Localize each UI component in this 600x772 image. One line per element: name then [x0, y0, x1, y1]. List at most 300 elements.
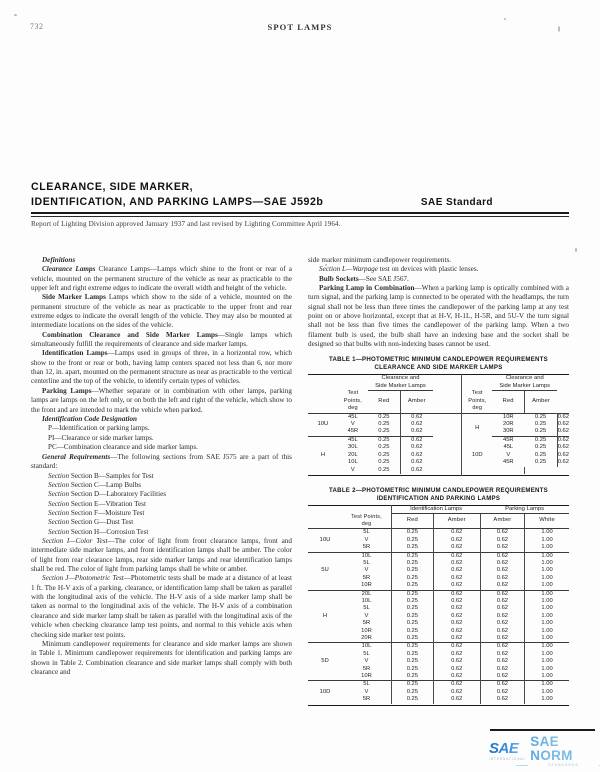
table1-right-pt: 30R — [502, 428, 514, 435]
table1-left-pt: V — [350, 466, 355, 473]
table2-ident-amber: 0.62 — [433, 635, 480, 643]
table1-right-group-2: 10D — [471, 451, 483, 458]
table2-col-parking-amber: Amber — [480, 514, 524, 529]
section-list-item: Section Section D—Laboratory Facilities — [48, 490, 167, 499]
table1-spacer — [308, 375, 338, 391]
table1-left-pt: 45L — [348, 413, 358, 420]
paragraph-combination-lamps-text: —Single lamps which simultaneously fulfill the requirements of clearance and side marker lamps. — [31, 330, 292, 349]
table1-left-pt: 10L — [348, 459, 358, 466]
table2-pt: 5L — [342, 651, 392, 658]
page-folio: 732 — [30, 22, 44, 31]
title-rule-heavy — [31, 212, 569, 214]
table2-ident-amber: 0.62 — [433, 582, 480, 590]
table1-left-pt: 30L — [348, 444, 358, 451]
table2-parking-white: 1.00 — [541, 612, 553, 619]
table1-right-amber: 0.62 — [557, 421, 569, 428]
table1-left-amber: 0.62 — [411, 444, 423, 451]
table2-group-1: 10U — [319, 536, 331, 543]
table1-left-pt: 45R — [347, 428, 359, 435]
table2-ident-amber: 0.62 — [433, 544, 480, 552]
table2-ident-amber: 0.62 — [433, 651, 480, 658]
referenced-sections-list — [31, 472, 292, 537]
table2-parking-amber: 0.62 — [480, 643, 524, 651]
table1-left-group-2: H — [308, 436, 338, 474]
table-row — [308, 567, 569, 574]
table2-pt: 5R — [342, 696, 392, 703]
table-row — [308, 605, 569, 612]
paragraph-side-marker-lamps-text: Lamps which show to the side of a vehicle, mounted on the permanent structure of the vehicle as near as practicable to the upper front and rear extreme edges to indicate the overall length of the vehicle. They may also be mounted at intermediate locations on the sides of the vehicle. — [31, 293, 293, 330]
table-row — [308, 582, 569, 590]
table1-header — [308, 375, 569, 414]
table2-ident-amber: 0.62 — [433, 613, 480, 620]
section-list-item-label: Section E—Vibration Test — [70, 499, 146, 508]
table2-ident-amber: 0.62 — [433, 598, 480, 605]
table1-spacer — [308, 390, 338, 413]
table2-parking-amber: 0.62 — [480, 560, 524, 567]
table2-parking-amber: 0.62 — [480, 529, 524, 537]
table2-pt: 5L — [342, 529, 392, 537]
table2-ident-red: 0.25 — [392, 529, 434, 537]
term-section-i: Section I—Color Test — [42, 537, 108, 546]
table2-group-3: H — [308, 590, 342, 643]
paragraph-parking-lamps-text: —Whether separate or in combination with other lamps, parking lamps are lamps on the left only, or on both the left and right of the vehicle, which show to the front and are intended to mark the vehicle when parked. — [31, 386, 292, 414]
table2-column-header-row — [308, 514, 569, 529]
table1-left-red: 0.25 — [368, 428, 400, 436]
table2-ident-amber: 0.62 — [433, 628, 480, 635]
table1-spacer — [433, 375, 462, 391]
term-identification-lamps: Identification Lamps — [42, 349, 108, 358]
paragraph-bulb-sockets — [308, 275, 569, 284]
table1-left-red: 0.25 — [368, 436, 400, 444]
scan-speck — [575, 248, 577, 252]
term-bulb-sockets: Bulb Sockets — [319, 274, 359, 283]
table-row — [308, 673, 569, 681]
paragraph-section-i-color-test — [31, 537, 292, 574]
paragraph-side-marker-lamps — [31, 293, 292, 330]
table1-col-test-points-right: Test Points, deg — [468, 390, 487, 412]
table1-right-group-1: H — [475, 425, 480, 432]
title-line-1: CLEARANCE, SIDE MARKER, — [31, 181, 194, 193]
table-row — [308, 544, 569, 552]
sae-norm-subtitle: STANDARDS — [530, 763, 597, 767]
table2-parking-amber: 0.62 — [480, 605, 524, 612]
term-general-requirements: General Requirements — [42, 452, 111, 461]
sae-norm-wordmark — [530, 735, 597, 768]
table1-left-amber: 0.62 — [411, 451, 423, 458]
section-list-item: Section Section E—Vibration Test — [48, 499, 146, 508]
sae-norm-text: SAE NORM — [530, 735, 597, 763]
paragraph-bulb-sockets-text: —See SAE J567. — [358, 274, 409, 283]
table1-bottom-rule-row — [308, 474, 569, 476]
table1-group-row — [308, 375, 569, 391]
table1-left-pt: V — [350, 421, 355, 428]
table2-ident-amber: 0.62 — [433, 537, 480, 544]
table1-right-pt: V — [506, 451, 511, 458]
table2-ident-amber: 0.62 — [433, 673, 480, 681]
table1-right-red: 0.25 — [524, 459, 557, 466]
table2-title-line-2: IDENTIFICATION AND PARKING LAMPS — [376, 494, 501, 502]
table2-body — [308, 529, 569, 705]
table2-ident-amber: 0.62 — [433, 575, 480, 582]
paragraph-combination-lamps — [31, 331, 292, 350]
table2-pt: 20R — [342, 635, 392, 643]
table2-ident-amber: 0.62 — [433, 666, 480, 673]
table2-pt: V — [342, 658, 392, 665]
table2-ident-amber: 0.62 — [433, 689, 480, 696]
table1-group-clearance-left: Clearance and Side Marker Lamps — [368, 375, 433, 391]
body-columns — [31, 256, 569, 706]
table1-spacer — [462, 467, 492, 474]
scan-speck — [504, 18, 506, 20]
table1-col-red-left: Red — [368, 390, 400, 413]
table2-ident-red: 0.25 — [392, 552, 434, 560]
code-item: P—Identification or parking lamps. — [48, 424, 150, 433]
table2-identification-parking — [308, 505, 569, 706]
table2-ident-red: 0.25 — [392, 696, 434, 703]
table2-parking-white: 1.00 — [541, 536, 553, 543]
table1-group-clearance-right: Clearance and Side Marker Lamps — [492, 375, 557, 391]
paragraph-section-j-text: —Photometric tests shall be made at a distance of at least 1 ft. The H-V axis of a parking, clearance, or identification lamp shall be taken as parallel with the longitudinal axis of the vehicle. The H-V axis of a side marker lamp shall be taken as normal to the longitudinal axis of the vehicle. The H-V axis of a combination clearance and side marker lamp shall be taken as parallel with the longitudinal axis of the vehicle when checking clearance lamp test points, and normal to this vehicle axis when checking side marker test points. — [31, 574, 292, 639]
table2-pt: V — [342, 689, 392, 696]
table2-col-ident-red: Red — [392, 514, 434, 529]
table2-ident-red: 0.25 — [392, 567, 434, 574]
table-row — [308, 635, 569, 643]
table1-right-amber: 0.62 — [557, 451, 569, 458]
table1-col-amber-left: Amber — [407, 398, 426, 405]
sae-logo-text: SAE — [489, 741, 526, 756]
table2-ident-red: 0.25 — [392, 575, 434, 582]
table2-ident-red: 0.25 — [392, 635, 434, 643]
code-item: PI—Clearance or side marker lamps. — [48, 433, 154, 442]
table2-parking-white: 1.00 — [541, 658, 553, 665]
table1-right-amber: 0.62 — [557, 444, 569, 451]
table2-ident-red: 0.25 — [392, 560, 434, 567]
table2-pt: 5R — [342, 544, 392, 552]
paragraph-section-l-text: test on devices with plastic lenses. — [377, 265, 479, 274]
table2-ident-amber: 0.62 — [433, 605, 480, 612]
table2-parking-white: 1.00 — [525, 681, 569, 689]
table-row — [308, 681, 569, 689]
table-row — [308, 689, 569, 696]
table2-ident-red: 0.25 — [392, 582, 434, 590]
table2-pt: 5R — [342, 666, 392, 673]
table2-ident-amber: 0.62 — [433, 560, 480, 567]
table2-ident-red: 0.25 — [392, 628, 434, 635]
paragraph-minimum-candlepower: Minimum candlepower requirements for clearance and side marker lamps are shown in Table 1. Minimum candlepower requirements for identification and parking lamps are shown in Table 2. Combination clearance and side marker lamps shall comply with both clearance and — [31, 639, 292, 676]
table1-right-pt: 45L — [503, 444, 514, 451]
table2-pt: V — [342, 567, 392, 574]
table2-parking-white: 1.00 — [541, 544, 553, 551]
table2-pt: 10L — [342, 598, 392, 605]
table1-right-pt: 20R — [502, 421, 514, 428]
table1-right-amber: 0.62 — [557, 459, 569, 466]
table-row — [308, 537, 569, 544]
table2-parking-white: 1.00 — [541, 582, 553, 589]
right-column — [308, 256, 569, 706]
table2-parking-amber: 0.62 — [480, 582, 524, 590]
table2-parking-white: 1.00 — [541, 688, 553, 695]
running-title: SPOT LAMPS — [267, 22, 333, 32]
term-section-l: Section L—Warpage — [319, 265, 378, 274]
table2-pt: 5L — [342, 681, 392, 689]
table1-clearance-side-marker — [308, 374, 569, 476]
table2-pt: 5L — [342, 560, 392, 567]
table2-parking-amber: 0.62 — [480, 681, 524, 689]
section-list-item-label: Section B—Samples for Test — [70, 471, 154, 480]
identification-code-heading: Identification Code Designation — [42, 414, 138, 423]
table2-group-2: 5U — [308, 552, 342, 590]
table2-parking-white: 1.00 — [541, 567, 553, 574]
table2-ident-amber: 0.62 — [433, 552, 480, 560]
table2-bottom-rule-row — [308, 704, 569, 706]
table2-ident-red: 0.25 — [392, 620, 434, 627]
table2-ident-red: 0.25 — [392, 673, 434, 681]
table2-group-row — [308, 505, 569, 513]
table2-ident-red: 0.25 — [392, 605, 434, 612]
table-row — [308, 643, 569, 651]
table2-parking-white: 1.00 — [541, 597, 553, 604]
footer-rule — [490, 729, 595, 731]
paragraph-continued: side marker minimum candlepower requirements. — [308, 256, 452, 264]
table1-col-amber-right: Amber — [532, 398, 551, 405]
table1-left-pt: 45L — [338, 436, 368, 444]
section-list-item: Section Section C—Lamp Bulbs — [48, 481, 142, 489]
table-row — [308, 529, 569, 537]
table2-ident-amber: 0.62 — [433, 620, 480, 627]
table2-pt: 10R — [342, 628, 392, 635]
paragraph-parking-lamp-combination — [308, 284, 569, 349]
paragraph-clearance-lamps — [31, 265, 292, 293]
table1-right-red: 0.25 — [524, 444, 557, 451]
table2-ident-red: 0.25 — [392, 537, 434, 544]
table1-wrapper — [308, 356, 569, 475]
table1-title-line-1: TABLE 1—PHOTOMETRIC MINIMUM CANDLEPOWER REQUIREMENTS — [329, 356, 548, 364]
table2-title-line-1: TABLE 2—PHOTOMETRIC MINIMUM CANDLEPOWER REQUIREMENTS — [329, 486, 548, 494]
paragraph-section-j-photometric-test — [31, 574, 292, 639]
table1-left-group-1: 10U — [317, 421, 329, 428]
section-list-item: Section Section F—Moisture Test — [48, 509, 145, 518]
table1-right-amber: 0.62 — [557, 436, 569, 443]
table2-ident-red: 0.25 — [392, 544, 434, 552]
table2-parking-amber: 0.62 — [480, 628, 524, 635]
page-title — [31, 180, 323, 209]
table2-pt: 5L — [342, 605, 392, 612]
table2-parking-white: 1.00 — [541, 650, 553, 657]
table2-ident-red: 0.25 — [392, 590, 434, 598]
table2-parking-amber: 0.62 — [480, 658, 524, 665]
table2-ident-amber: 0.62 — [433, 590, 480, 598]
section-list-item-label: Section F—Moisture Test — [70, 509, 145, 518]
sae-logo-mark — [489, 742, 526, 760]
term-section-j: Section J—Photometric Test — [42, 574, 124, 583]
paragraph-section-i-text: —The color of light from front clearance lamps, front and intermediate side marker lamps, and front identification lamps shall be amber. The color of light from rear clearance lamps, rear side marker lamps and rear identification lamps shall be red. The color of light from parking lamps shall be white or amber. — [31, 537, 292, 574]
table1-spacer — [524, 467, 557, 474]
table2-parking-amber: 0.62 — [480, 635, 524, 643]
table1-left-red: 0.25 — [368, 459, 400, 466]
table2-parking-amber: 0.62 — [480, 537, 524, 544]
table2-parking-amber: 0.62 — [480, 673, 524, 681]
table2-group-4: 5D — [308, 643, 342, 681]
title-line-2: IDENTIFICATION, AND PARKING LAMPS—SAE J592b — [31, 195, 324, 208]
paragraph-clearance-lamps-text: Clearance Lamps—Lamps which shine to the front or rear of a vehicle, mounted on the permanent structure of the vehicle as near as practicable to the upper left and right extreme edges to indicate the overall width and height of the vehicle. — [31, 265, 292, 293]
table1-center-divider — [433, 413, 462, 475]
identification-code-list — [31, 424, 292, 453]
table-row — [308, 666, 569, 673]
table2-col-ident-amber: Amber — [433, 514, 480, 529]
table2-spacer — [308, 505, 342, 513]
table1-right-red: 0.25 — [524, 428, 557, 436]
scan-speck — [558, 26, 560, 32]
table1-left-amber: 0.62 — [400, 436, 433, 444]
table2-parking-amber: 0.62 — [480, 567, 524, 574]
table2-parking-amber: 0.62 — [480, 613, 524, 620]
table-row — [308, 628, 569, 635]
table2-col-parking-white: White — [539, 517, 555, 524]
table2-pt: 10R — [342, 673, 392, 681]
table-row — [308, 613, 569, 620]
table2-pt: V — [342, 537, 392, 544]
paragraph-identification-lamps-text: —Lamps used in groups of three, in a horizontal row, which show to the front or rear or both, having lamp centers spaced not less than 6, nor more than 12, in. apart, mounted on the permanent structure as near as practicable to the vertical centerline and the top of the vehicle, to identify certain types of vehicles. — [31, 349, 292, 386]
section-list-item: Section Section G—Dust Test — [48, 518, 134, 527]
table2-parking-white: 1.00 — [541, 696, 553, 703]
table1-bottom-rule — [308, 474, 569, 476]
table2-parking-white: 1.00 — [525, 552, 569, 560]
term-combination-lamps: Combination Clearance and Side Marker Lamps — [42, 330, 218, 339]
table2-parking-white: 1.00 — [541, 665, 553, 672]
table2-parking-amber: 0.62 — [480, 620, 524, 627]
section-list-item-label: Section D—Laboratory Facilities — [70, 490, 167, 499]
table-row — [308, 413, 569, 421]
table2-parking-white: 1.00 — [525, 590, 569, 598]
section-list-item-label: Section H—Corrosion Test — [70, 527, 149, 536]
table-row — [308, 552, 569, 560]
table1-left-red: 0.25 — [368, 467, 400, 474]
table1-spacer — [433, 390, 462, 413]
table2-header — [308, 505, 569, 529]
paragraph-general-requirements — [31, 453, 292, 472]
table2-parking-white: 1.00 — [541, 605, 553, 612]
table1-left-red: 0.25 — [368, 444, 400, 451]
table-row — [308, 575, 569, 582]
table2-parking-amber: 0.62 — [480, 689, 524, 696]
table2-ident-red: 0.25 — [392, 643, 434, 651]
table2-group-identification: Identification Lamps — [392, 505, 481, 513]
table2-pt: 10L — [342, 552, 392, 560]
term-side-marker-lamps: Side Marker Lamps — [42, 293, 106, 302]
table2-pt: 10L — [342, 643, 392, 651]
term-parking-lamp-combination: Parking Lamp in Combination — [319, 284, 415, 293]
table2-wrapper — [308, 487, 569, 706]
table2-ident-amber: 0.62 — [433, 658, 480, 665]
paragraph-identification-lamps — [31, 349, 292, 386]
section-list-item: Section Section B—Samples for Test — [48, 471, 154, 480]
table1-column-header-row — [308, 390, 569, 413]
table2-parking-white: 1.00 — [541, 635, 553, 641]
table-row — [308, 651, 569, 658]
paragraph-general-requirements-text: —The following sections from SAE J575 are a part of this standard: — [31, 452, 292, 471]
table1-left-amber: 0.62 — [411, 459, 423, 466]
definitions-heading: Definitions — [42, 256, 76, 264]
table2-pt: 10R — [342, 582, 392, 590]
table2-ident-amber: 0.62 — [433, 696, 480, 703]
table2-parking-amber: 0.62 — [480, 575, 524, 582]
table1-left-red: 0.25 — [368, 413, 400, 421]
sae-international-text: INTERNATIONAL — [489, 756, 526, 761]
table1-spacer — [338, 375, 368, 391]
table2-spacer — [308, 514, 342, 529]
table2-parking-white: 1.00 — [541, 529, 553, 536]
table2-parking-amber: 0.62 — [480, 696, 524, 703]
table-row — [308, 598, 569, 605]
table2-parking-amber: 0.62 — [480, 552, 524, 560]
standard-kind-label: SAE Standard — [420, 197, 493, 208]
table2-col-test-points: Test Points, deg — [342, 514, 392, 529]
table-row — [308, 696, 569, 703]
table2-parking-amber: 0.62 — [480, 651, 524, 658]
table1-right-amber: 0.62 — [557, 413, 569, 420]
table2-parking-white: 1.00 — [541, 574, 553, 581]
table2-ident-red: 0.25 — [392, 658, 434, 665]
table1-left-amber: 0.62 — [411, 428, 423, 435]
table2-ident-red: 0.25 — [392, 689, 434, 696]
table-row — [308, 658, 569, 665]
scan-speck — [14, 14, 17, 16]
table2-pt: 5R — [342, 620, 392, 627]
table2-group-parking: Parking Lamps — [480, 505, 569, 513]
table2-pt: 5R — [342, 575, 392, 582]
table1-right-red: 0.25 — [524, 436, 557, 444]
table1-left-amber: 0.62 — [411, 413, 423, 420]
table2-parking-white: 1.00 — [541, 559, 553, 566]
sae-norm-logo — [489, 733, 597, 768]
section-list-item: Section Section H—Corrosion Test — [48, 527, 149, 536]
table1-spacer — [492, 467, 524, 474]
table2-bottom-rule — [308, 704, 569, 706]
table1-left-amber: 0.62 — [411, 421, 423, 428]
table2-parking-amber: 0.62 — [480, 598, 524, 605]
table2-parking-amber: 0.62 — [480, 590, 524, 598]
term-parking-lamps: Parking Lamps — [42, 386, 92, 395]
table1-right-pt: 45R — [502, 459, 514, 466]
table2-pt: V — [342, 613, 392, 620]
code-item: PC—Combination clearance and side marker lamps. — [48, 443, 198, 452]
table2-pt: 20L — [342, 590, 392, 598]
title-block — [31, 180, 569, 228]
approval-note: Report of Lighting Division approved January 1937 and last revised by Lighting Committee April 1964. — [31, 219, 341, 228]
table2-ident-red: 0.25 — [392, 598, 434, 605]
table2-spacer — [342, 505, 392, 513]
paragraph-parking-lamps — [31, 387, 292, 415]
table2-parking-amber: 0.62 — [480, 666, 524, 673]
table2-parking-white: 1.00 — [541, 627, 553, 634]
table2-ident-amber: 0.62 — [433, 643, 480, 651]
table2-parking-white: 1.00 — [525, 643, 569, 651]
table1-left-red: 0.25 — [368, 421, 400, 428]
paragraph-parking-lamp-combination-text: —When a parking lamp is optically combined with a turn signal, and the parking lamp is connected to be operated with the headlamps, the turn signal shall not be less than three times the candlepower of the parking lamp at any test point on or above horizontal, except that at H-V, H-1L, H-5R, and 5U-V the turn signal shall not be less than five times the candlepower of the parking lamp. When a two filament bulb is used, the bulb shall have an indexing base and the socket shall be designed so that bulbs with non-indexing bases cannot be used. — [308, 284, 570, 349]
title-rule-thin — [31, 216, 569, 217]
left-column — [31, 256, 292, 706]
table1-left-red: 0.25 — [368, 452, 400, 459]
table1-right-amber: 0.62 — [557, 428, 569, 435]
table1-left-amber: 0.62 — [411, 466, 423, 473]
table1-right-red: 0.25 — [524, 452, 557, 459]
table1-col-red-right: Red — [492, 390, 524, 413]
table2-ident-amber: 0.62 — [433, 529, 480, 537]
table1-right-red: 0.25 — [524, 421, 557, 428]
table1-col-test-points-left: Test Points, deg — [343, 390, 362, 412]
section-list-item-label: Section G—Dust Test — [70, 518, 134, 527]
table1-right-pt: 10R — [502, 413, 514, 420]
